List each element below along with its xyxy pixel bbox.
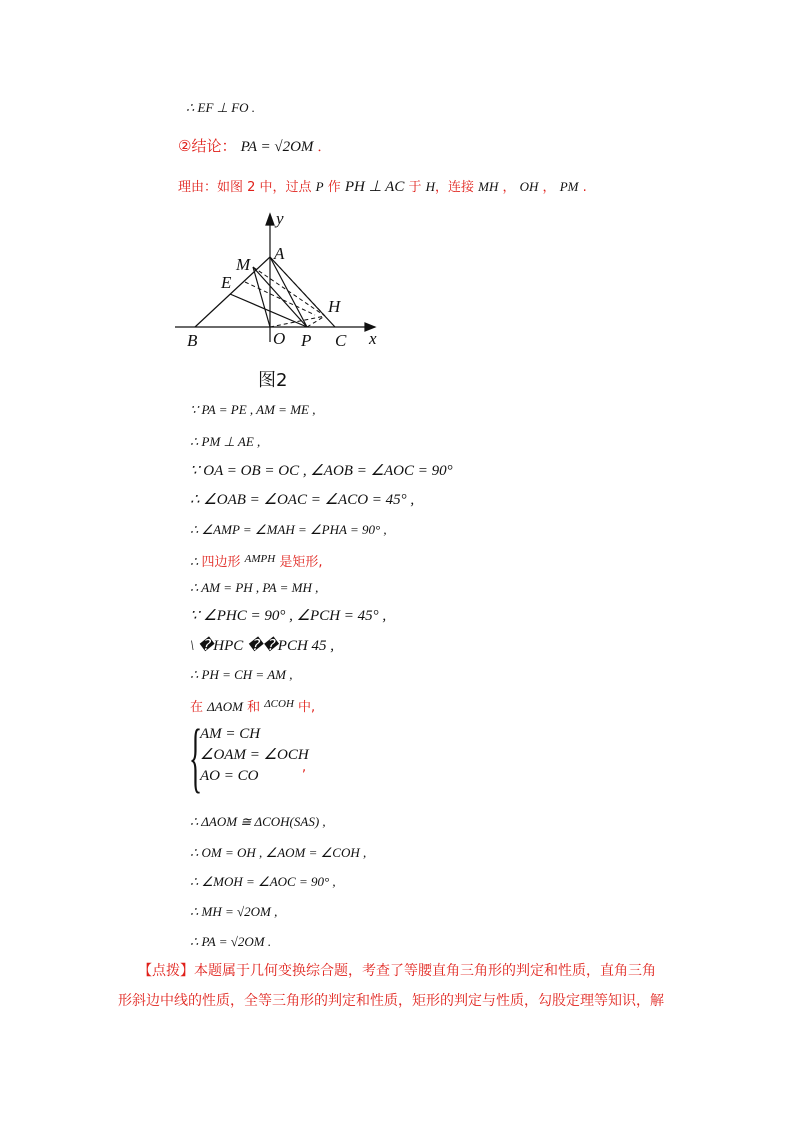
reason-text-3: 于 [404, 180, 426, 195]
in-triangles-line [190, 694, 315, 718]
reason-text-2: 作 [323, 180, 345, 195]
conclusion-end: ． [317, 140, 331, 155]
proof-line-garbled: \ �HPC ��PCH 45 , [190, 638, 335, 654]
proof-line: ∴ ΔAOM ≅ ΔCOH(SAS) , [190, 814, 326, 829]
in-text: 在 [190, 700, 208, 715]
reason-ph-perp-ac: PH ⊥ AC [344, 179, 405, 195]
segment-ba [195, 257, 270, 327]
label-c: C [335, 331, 347, 350]
dashed-aux [245, 282, 315, 315]
middle-text: 中, [293, 700, 316, 715]
therefore-symbol: ∴ [190, 554, 202, 569]
conclusion-label: ②结论： [178, 137, 237, 155]
label-e: E [221, 273, 232, 292]
reason-text-1: 理由：如图 2 中，过点 [178, 180, 316, 195]
reason-mh: MH [478, 179, 499, 194]
y-axis-arrow [266, 214, 274, 225]
proof-line: ∴ ∠MOH = ∠AOC = 90° , [190, 874, 336, 889]
label-h: H [328, 297, 341, 316]
reason-pm: PM [559, 179, 579, 194]
proof-line: ∴ ∠OAB = ∠OAC = ∠ACO = 45° , [190, 492, 415, 508]
reason-line [178, 177, 587, 198]
note-paragraph [118, 956, 698, 1016]
proof-line: ∵ PA = PE , AM = ME , [190, 402, 316, 417]
proof-line: ∴ PA = √2OM . [190, 934, 272, 949]
proof-line: ∴ PM ⊥ AE , [190, 434, 261, 449]
quadrilateral-name: AMPH [244, 553, 276, 565]
label-o: O [273, 329, 286, 348]
quadrilateral-text: 四边形 [201, 555, 245, 570]
proof-line: ∴ MH = √2OM , [190, 904, 278, 919]
dashed-oh [270, 316, 325, 327]
and-text: 和 [242, 700, 265, 715]
note-line-1: 【点拨】本题属于几何变换综合题，考查了等腰直角三角形的判定和性质，直角三角 [138, 963, 656, 979]
system-brace: { [189, 713, 203, 800]
label-x: x [369, 329, 377, 348]
proof-line: ∴ PH = CH = AM , [190, 667, 293, 682]
label-m: M [236, 255, 251, 274]
triangle-aom: ΔAOM [207, 699, 243, 714]
label-a: A [274, 244, 285, 263]
proof-line: ∵ OA = OB = OC , ∠AOB = ∠AOC = 90° [190, 463, 453, 479]
reason-sep-2: ， [538, 180, 560, 195]
system-comma: , [302, 760, 307, 775]
reason-p: P [315, 179, 324, 194]
proof-line: ∴ ∠AMP = ∠MAH = ∠PHA = 90° , [190, 522, 387, 537]
system-eq-3: AO = CO [200, 768, 259, 784]
reason-oh: OH [519, 179, 539, 194]
figure-caption: 图2 [258, 370, 288, 391]
label-p: P [301, 331, 312, 350]
proof-line: ∴ OM = OH , ∠AOM = ∠COH , [190, 845, 367, 860]
label-y: y [276, 212, 284, 228]
proof-line: ∵ ∠PHC = 90° , ∠PCH = 45° , [190, 608, 387, 624]
proof-line: ∴ AM = PH , PA = MH , [190, 580, 319, 595]
reason-h: H [425, 179, 436, 194]
geometry-figure [175, 212, 385, 362]
reason-end: . [578, 180, 587, 195]
triangle-coh: ΔCOH [264, 698, 294, 710]
line-ef-perp-fo: ∴ EF ⊥ FO . [186, 100, 256, 115]
conclusion-formula: PA = √2OM [240, 139, 314, 155]
reason-sep-1: ， [498, 180, 520, 195]
rectangle-line [190, 549, 322, 573]
reason-text-4: ，连接 [435, 180, 479, 195]
system-eq-1: AM = CH [200, 726, 261, 742]
label-b: B [187, 331, 198, 350]
is-rectangle-text: 是矩形, [275, 555, 323, 570]
conclusion-line [178, 136, 331, 158]
note-line-2: 形斜边中线的性质，全等三角形的判定和性质，矩形的判定与性质，勾股定理等知识，解 [118, 993, 664, 1009]
dashed-ph [307, 316, 325, 327]
system-eq-2: ∠OAM = ∠OCH [200, 747, 309, 763]
